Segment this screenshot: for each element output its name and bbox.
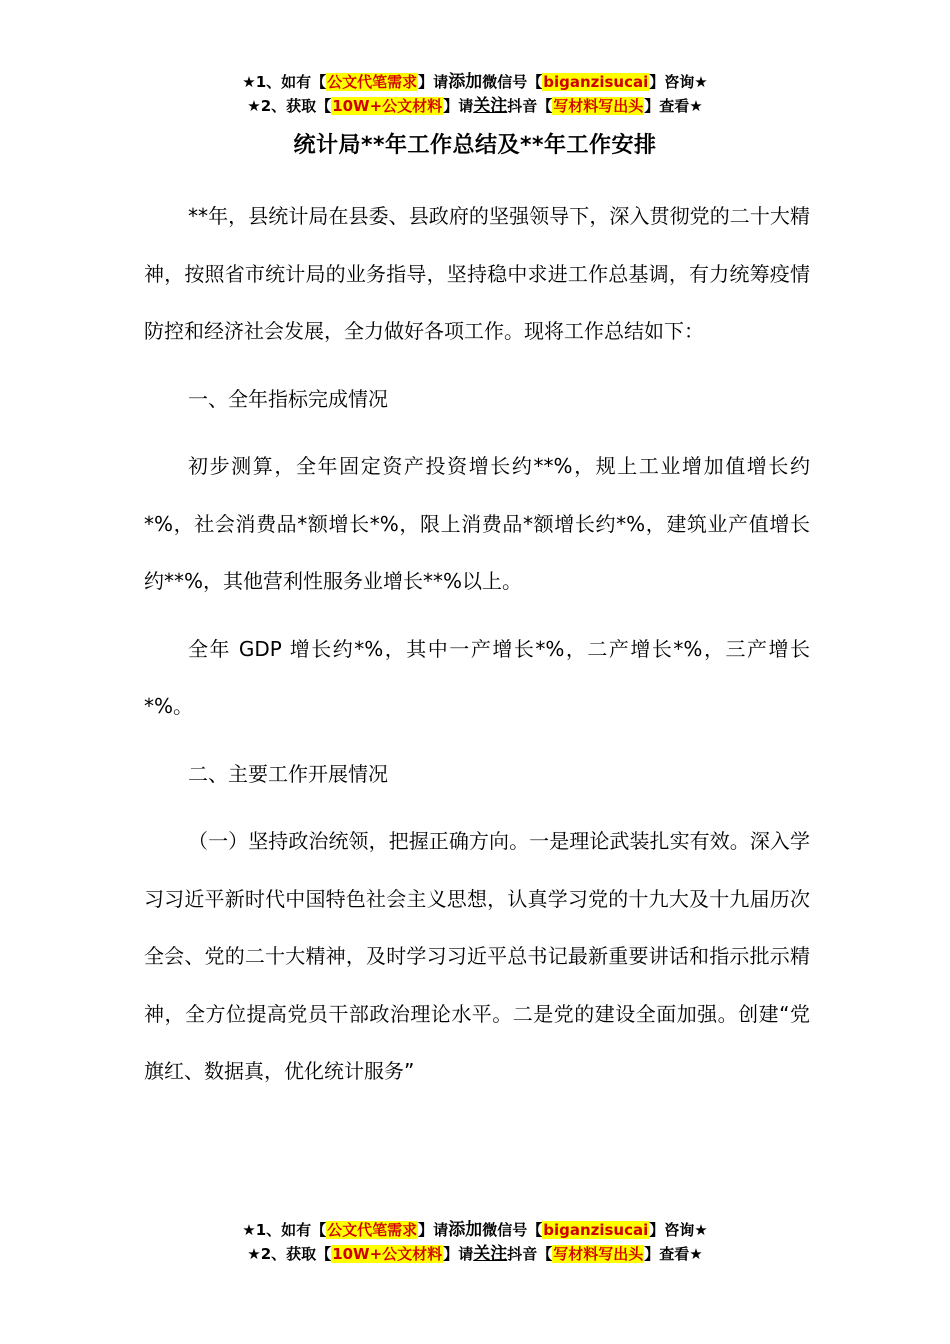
- banner-emphasis: 添加: [448, 1220, 483, 1240]
- banner-highlight: biganzisucai: [543, 73, 649, 91]
- document-body: [144, 188, 810, 1101]
- paragraph-intro: **年，县统计局在县委、县政府的坚强领导下，深入贯彻党的二十大精神，按照省市统计局的业务指导，坚持稳中求进工作总基调，有力统筹疫情防控和经济社会发展，全力做好各项工作。现将工作总结如下：: [144, 204, 810, 343]
- section-heading-2: 二、主要工作开展情况: [188, 761, 388, 786]
- banner-text: 微信号【: [482, 73, 543, 91]
- banner-highlight: 公文代笔需求: [327, 73, 418, 91]
- banner-line-1: [0, 70, 950, 94]
- banner-emphasis: 关注: [473, 1244, 508, 1264]
- banner-emphasis: 关注: [473, 96, 508, 116]
- banner-highlight: 10W+公文材料: [332, 97, 443, 115]
- banner-line-1: [0, 1218, 950, 1242]
- banner-text: 】请: [418, 73, 449, 91]
- banner-text: 】咨询★: [649, 73, 708, 91]
- banner-line-2: [0, 94, 950, 118]
- banner-text: 】请: [418, 1221, 449, 1239]
- footer-banner: [0, 1218, 950, 1266]
- banner-text: 】查看★: [644, 1245, 703, 1263]
- banner-line-2: [0, 1242, 950, 1266]
- banner-highlight: 写材料写出头: [553, 97, 644, 115]
- banner-text: ★1、如有【: [242, 1221, 327, 1239]
- banner-highlight: 10W+公文材料: [332, 1245, 443, 1263]
- banner-text: 抖音【: [507, 97, 553, 115]
- banner-text: ★1、如有【: [242, 73, 327, 91]
- banner-highlight: biganzisucai: [543, 1221, 649, 1239]
- banner-highlight: 公文代笔需求: [327, 1221, 418, 1239]
- banner-text: ★2、获取【: [247, 1245, 332, 1263]
- document-title: 统计局**年工作总结及**年工作安排: [293, 133, 657, 158]
- banner-text: 】查看★: [644, 97, 703, 115]
- banner-text: 微信号【: [482, 1221, 543, 1239]
- header-banner: [0, 70, 950, 118]
- banner-text: ★2、获取【: [247, 97, 332, 115]
- paragraph-indicators: 初步测算，全年固定资产投资增长约**%，规上工业增加值增长约*%，社会消费品*额增长*%，限上消费品*额增长约*%，建筑业产值增长约**%，其他营利性服务业增长**%以上。: [144, 454, 810, 593]
- banner-text: 】请: [443, 97, 474, 115]
- banner-text: 】咨询★: [649, 1221, 708, 1239]
- paragraph-work-1: （一）坚持政治统领，把握正确方向。一是理论武装扎实有效。深入学习习近平新时代中国特色社会主义思想，认真学习党的十九大及十九届历次全会、党的二十大精神，及时学习习近平总书记最新重要讲话和指示批示精神，全方位提高党员干部政治理论水平。二是党的建设全面加强。创建“党旗红、数据真，优化统计服务”: [144, 829, 810, 1083]
- banner-highlight: 写材料写出头: [553, 1245, 644, 1263]
- paragraph-gdp: 全年 GDP 增长约*%，其中一产增长*%，二产增长*%，三产增长*%。: [144, 636, 810, 718]
- banner-text: 抖音【: [507, 1245, 553, 1263]
- banner-text: 】请: [443, 1245, 474, 1263]
- section-heading-1: 一、全年指标完成情况: [188, 386, 388, 411]
- banner-emphasis: 添加: [448, 72, 483, 92]
